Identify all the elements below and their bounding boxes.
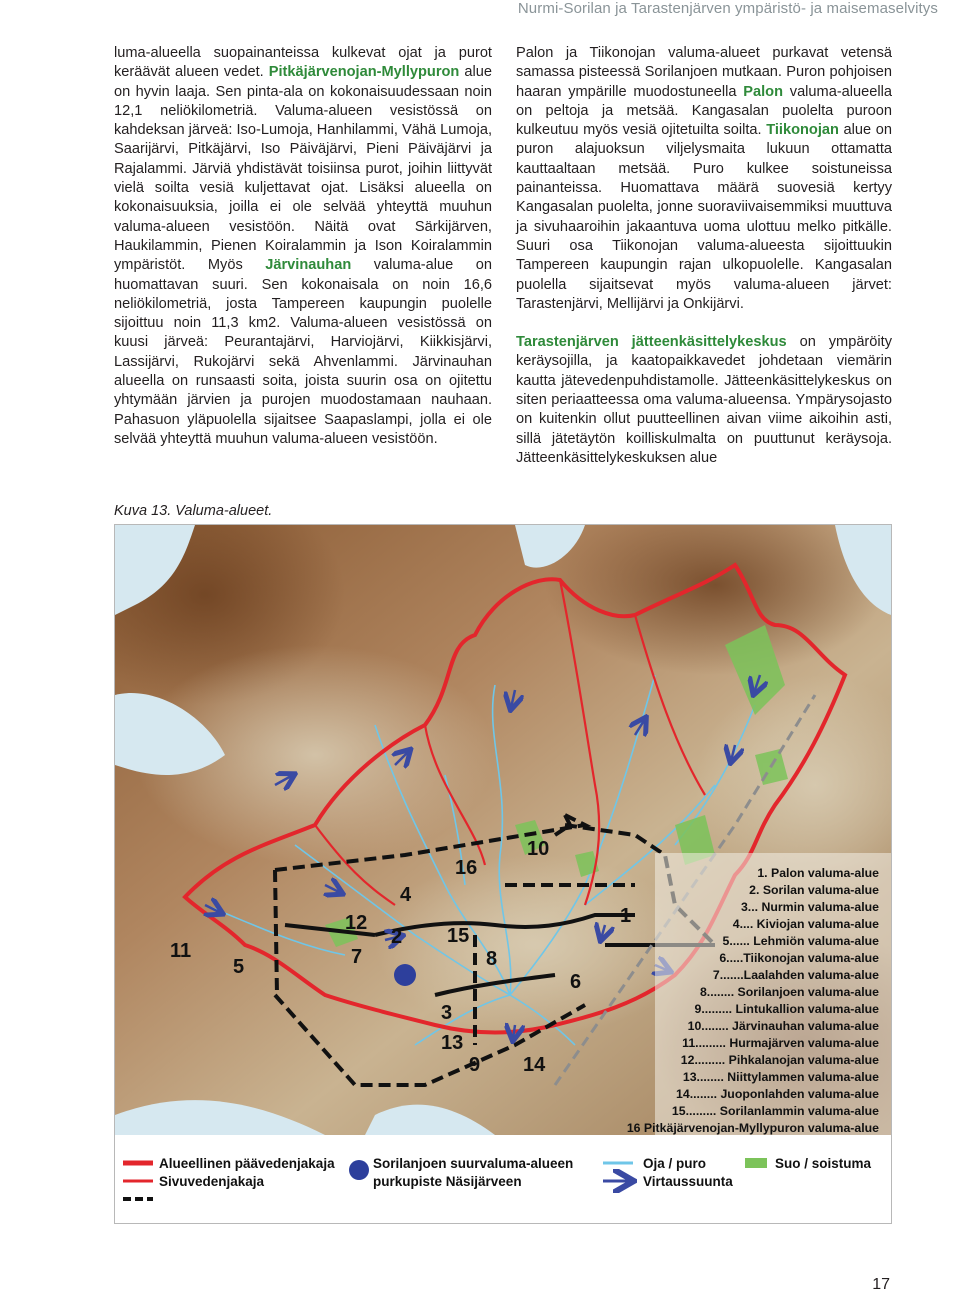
area-number: 8 xyxy=(486,948,498,970)
area-list-item: 1. Palon valuma-alue xyxy=(757,866,879,880)
running-header: Nurmi-Sorilan ja Tarastenjärven ympäristö- ja maisemaselvitys xyxy=(517,0,938,17)
figure-caption: Kuva 13. Valuma-alueet. xyxy=(114,503,273,519)
left-paragraph xyxy=(114,44,492,449)
area-list-item: 13........ Niittylammen valuma-alue xyxy=(682,1070,879,1084)
area-number: 4 xyxy=(400,884,412,906)
legend-label: Oja / puro xyxy=(643,1156,707,1171)
text-span: luma-alueella suopainanteissa kulkevat ojat ja purot keräävät alueen vedet. xyxy=(114,45,492,81)
area-number: 3 xyxy=(441,1002,453,1024)
area-list-item: 11......... Hurmajärven valuma-alue xyxy=(682,1036,879,1050)
text-span: on ympäröity keräysojilla, ja kaatopaikkavedet johdetaan viemärin kautta jätevedenpuhdistamolle. Jätteenkäsittelykeskus on siten periaatteessa oma valuma-alueensa. Ympärysojasto on kuitenkin ollut puutteellinen aivan viime aikoihin asti, sillä jätetäytön koilliskulmalta on puuttunut keräysoja. Jätteenkäsittelykeskuksen alue xyxy=(516,334,892,466)
area-list-item: 3... Nurmin valuma-alue xyxy=(740,900,879,914)
area-number: 7 xyxy=(351,946,363,968)
area-list-item: 16 Pitkäjärvenojan-Myllypuron valuma-alue xyxy=(626,1121,879,1135)
area-list-item: 4.... Kiviojan valuma-alue xyxy=(732,917,879,931)
legend-label: purkupiste Näsijärveen xyxy=(373,1174,522,1189)
area-number: 13 xyxy=(441,1032,464,1054)
area-list-item: 5...... Lehmiön valuma-alue xyxy=(722,934,879,948)
area-number: 10 xyxy=(527,838,550,860)
area-number: 11 xyxy=(170,940,192,962)
legend-label: Suo / soistuma xyxy=(775,1156,872,1171)
text-span: valuma-alueella on peltoja ja metsää. Kangasalan puolelta puroon kulkeutuu myös vesiä ojitetuilta soilta. xyxy=(516,83,892,139)
highlight-term: Tarastenjärven jätteenkäsittelykeskus xyxy=(516,334,787,351)
area-number: 12 xyxy=(345,912,368,934)
bog-swatch xyxy=(745,1158,767,1168)
highlight-term: Järvinauhan xyxy=(265,257,352,274)
area-number: 9 xyxy=(469,1054,481,1076)
area-number: 5 xyxy=(233,956,245,978)
area-list xyxy=(627,853,891,1135)
legend-label: Sivuvedenjakaja xyxy=(159,1174,265,1189)
watershed-map xyxy=(115,525,891,1223)
right-column xyxy=(516,44,892,487)
text-span: valuma-alue on huomattavan suuri. Sen kokonaisala on noin 16,6 neliökilometriä, josta Tampereen kaupungin puolelle sijoittuu noin 11,3 km2. Valuma-alueen vesistössä on kuusi järveä: Peurantajärvi, Harviojärvi, Kiikkisjärvi, Lassijärvi, Rukojärvi sekä Ahvenlammi. Järvinauhan alueella on runsaasti soita, joista suurin osa on ojitettu yhtymään järvien ja purojen muodostamaan nauhaan. Pahasuon yläpuolella sijaitsee Saapaslampi, jolla ei ole selvää yhteyttä muuhun valuma-alueen vesistöön. xyxy=(114,257,493,447)
area-number: 14 xyxy=(523,1054,546,1076)
left-column xyxy=(114,44,492,468)
area-number: 6 xyxy=(570,971,582,993)
area-list-item: 8........ Sorilanjoen valuma-alue xyxy=(699,985,879,999)
area-list-item: 15......... Sorilanlammin valuma-alue xyxy=(671,1104,879,1118)
area-list-item: 10........ Järvinauhan valuma-alue xyxy=(687,1019,879,1033)
map-legend xyxy=(115,1135,891,1223)
highlight-term: Palon xyxy=(743,83,783,100)
discharge-point-marker xyxy=(394,964,416,986)
area-list-item: 9......... Lintukallion valuma-alue xyxy=(694,1002,879,1016)
highlight-term: Tiikonojan xyxy=(766,122,839,139)
right-paragraph-2 xyxy=(516,333,892,468)
area-number: 15 xyxy=(447,925,470,947)
area-list-item: 7.......Laalahden valuma-alue xyxy=(712,968,879,982)
area-number: 1 xyxy=(620,905,632,927)
area-list-item: 2. Sorilan valuma-alue xyxy=(749,883,879,897)
area-list-item: 12......... Pihkalanojan valuma-alue xyxy=(680,1053,879,1067)
highlight-term: Pitkäjärvenojan-Myllypuron xyxy=(268,64,460,81)
text-span: alue on puron alajuoksun viljelysmaita lukuun ottamatta kauttaaltaan metsää. Puro kulkee soistuneissa painanteissa. Huomattava määrä suovesiä kertyy Kangasalan puolelta, jonne suoraviivaisemmiksi muuttuva ja sivuhaaroihin jakaantuva uoma ulottuu melko pitkälle. Suuri osa Tiikonojan valuma-alueesta sijoittuukin Tampereen kaupungin rajan ulkopuolelle. Kangasalan puolella sijaitsevat myös valuma-alueen järvet: Tarastenjärvi, Mellijärvi ja Onkijärvi. xyxy=(516,122,892,312)
legend-label: Alueellinen päävedenjakaja xyxy=(159,1156,335,1171)
legend-label: Sorilanjoen suurvaluma-alueen xyxy=(373,1156,574,1171)
page-number: 17 xyxy=(872,1276,890,1293)
area-list-item: 6.....Tiikonojan valuma-alue xyxy=(719,951,879,965)
legend-label: Virtaussuunta xyxy=(643,1174,733,1189)
discharge-point-swatch xyxy=(349,1160,369,1180)
text-span: alue on hyvin laaja. Sen pinta-ala on kokonaisuudessaan noin 12,1 neliökilometriä. Valuma-alueen vesistössä on kahdeksan järveä: Iso-Lumoja, Hanhilammi, Vähä Lumoja, Saarijärvi, Pitkäjärvi, Iso Päiväjärvi, Pieni Päiväjärvi ja Rajalammi. Järviä yhdistävät toisiinsa purot, joihin liittyvät vielä soilta vesiä kuljettavat ojat. Lisäksi alueella on kokonaisuuksia, joilla ei ole selvää yhteyttä muuhun valuma-alueen vesistöön. Näitä ovat Särkijärven, Haukilammin, Pienen Koiralammin ja Ison Koiralammin ympäristöt. Myös xyxy=(114,64,493,274)
watershed-map-figure xyxy=(114,524,892,1224)
area-number: 16 xyxy=(455,857,478,879)
text-span: Palon ja Tiikonojan valuma-alueet purkavat vetensä samassa pisteessä Sorilanjoen mutkaan. Puron pohjoisen haaran ympärille muodostuneella xyxy=(516,45,892,100)
area-number: 2 xyxy=(391,926,403,948)
right-paragraph-1 xyxy=(516,44,892,314)
area-list-item: 14........ Juoponlahden valuma-alue xyxy=(676,1087,879,1101)
